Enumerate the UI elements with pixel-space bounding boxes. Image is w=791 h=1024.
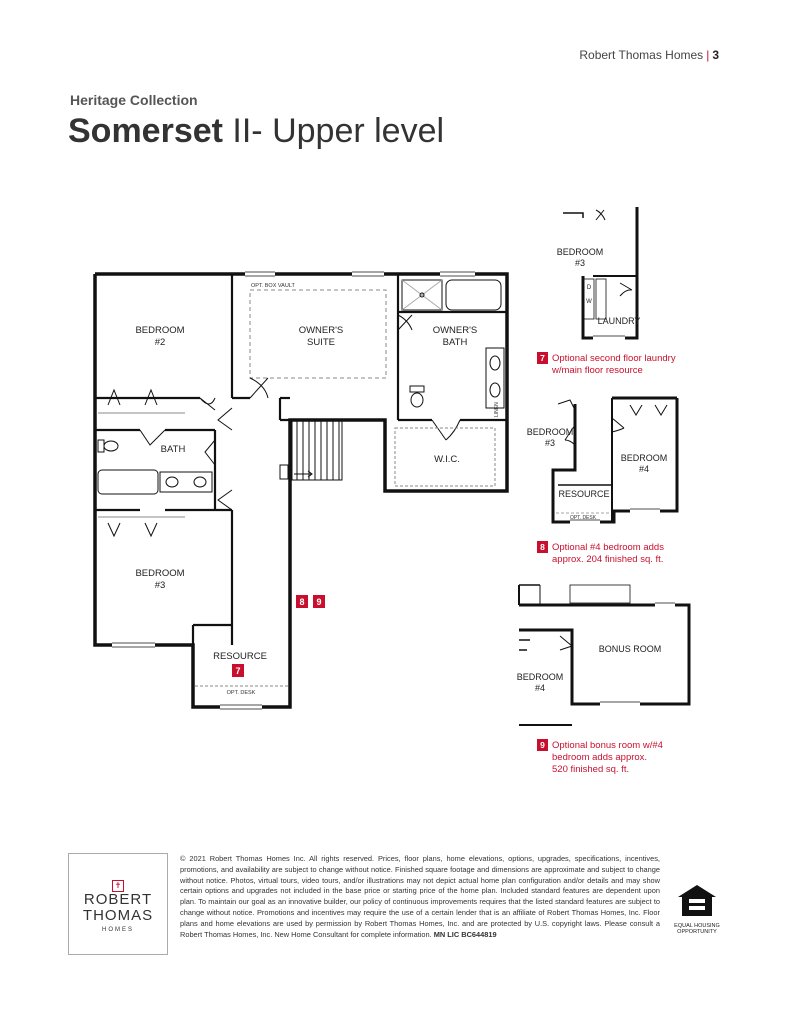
laundry-label: LAUNDRY [597,316,641,326]
equal-housing-icon [677,884,717,918]
note-8-num: 8 [540,542,545,552]
opt8-bedroom4-num: #4 [638,464,650,474]
eho-line2: OPPORTUNITY [677,929,717,935]
dw-d: D [586,285,592,291]
logo-line1: ROBERT [83,891,153,908]
marker-8 [296,595,308,608]
note-9-line3: 520 finished sq. ft. [552,764,630,775]
legal-text: © 2021 Robert Thomas Homes Inc. All rights reserved. Prices, floor plans, home elevations, options, upgrades, specifications, incentives, promotions, and availability are subject to change without notice. Finished square footage and dimensions are approximate and subject to change without notice. Photos, virtual tours, video tours, and/or illustrations may not depict actual home plan configuration and/or details and may show certain options and upgrades not included in the base price or starting price of the home plan. Included standard features are dependent upon plan. To maintain our goal as an innovative builder, our policy of continuous improvements requires that the listed standard features are subject to change without notice. Promotions and incentives may require the use of a certain lender that is an affiliate of Robert Thomas Homes, Inc. Floor plans and home elevations are used by permission by Robert Thomas Homes, Inc. and are protected by U.S. copyright laws. Please consult a Robert Thomas Homes, Inc. New Home Consultant for complete information. [180,854,660,939]
door-swings [140,315,460,510]
opt8-desk-label: OPT. DESK [569,515,597,521]
stairs [292,420,342,480]
note-8-line1: Optional #4 bedroom adds [552,542,664,553]
license-number: MN LIC BC644819 [433,929,497,939]
laundry-opt-bedroom-num: #3 [574,258,586,268]
note-8 [537,541,664,565]
brand-name: Robert Thomas Homes [579,48,704,62]
note-9-num: 9 [540,740,545,750]
logo-line3: HOMES [101,927,134,933]
note-9-line1: Optional bonus room w/#4 [552,740,663,751]
title-bold: Somerset [68,112,223,150]
marker-9 [313,595,325,608]
equal-housing-logo [671,884,723,935]
note-8-line2: approx. 204 finished sq. ft. [552,554,664,565]
marker-9-num: 9 [316,597,322,607]
resource-label: RESOURCE [213,651,267,662]
opt8-bedroom3-num: #3 [544,438,556,448]
note-9-line2: bedroom adds approx. [552,752,648,763]
logo-mark-icon: ✝ [112,880,124,892]
opt8-bedroom3-label: BEDROOM [526,427,574,437]
owners-suite-label-1: OWNER'S [298,325,344,336]
note-7-line2: w/main floor resource [552,365,643,376]
note-7 [537,352,676,376]
note-7-line1: Optional second floor laundry [552,353,676,364]
owners-bath-label-1: OWNER'S [432,325,478,336]
marker-7 [232,664,244,677]
bedroom2-num: #2 [154,337,166,348]
title-rest: II- Upper level [222,112,445,150]
closet-doors [98,390,185,536]
bedroom2-label: BEDROOM [135,325,185,336]
bonus-option-plan [516,585,689,725]
owners-bath-label-2: BATH [442,337,468,348]
marker-7-num: 7 [235,666,241,676]
linen-label: LINEN [494,402,500,417]
dw-w: W [586,299,592,305]
legal-disclaimer [180,854,660,940]
opt9-bedroom4-num: #4 [534,683,546,693]
opt8-resource-label: RESOURCE [558,489,610,499]
opt9-bedroom4-label: BEDROOM [516,672,564,682]
wic-label: W.I.C. [434,454,460,465]
bonus-room-label: BONUS ROOM [598,644,662,654]
page-number: 3 [712,48,719,62]
owners-suite-label-2: SUITE [307,337,335,348]
opt8-bedroom4-label: BEDROOM [620,453,668,463]
opt-desk-label: OPT. DESK [226,690,256,696]
collection-name: Heritage Collection [70,92,198,108]
bedroom3-label: BEDROOM [135,568,185,579]
note-9 [537,739,663,775]
box-vault-label: OPT. BOX VAULT [251,283,295,289]
logo-line2: THOMAS [82,907,154,924]
laundry-opt-bedroom-label: BEDROOM [556,247,604,257]
bedroom3-num: #3 [154,580,166,591]
marker-8-num: 8 [299,597,305,607]
bath-label: BATH [160,444,186,455]
eho-line1: EQUAL HOUSING [674,923,720,929]
note-7-num: 7 [540,353,545,363]
company-logo [68,853,168,955]
divider: | [706,48,710,62]
